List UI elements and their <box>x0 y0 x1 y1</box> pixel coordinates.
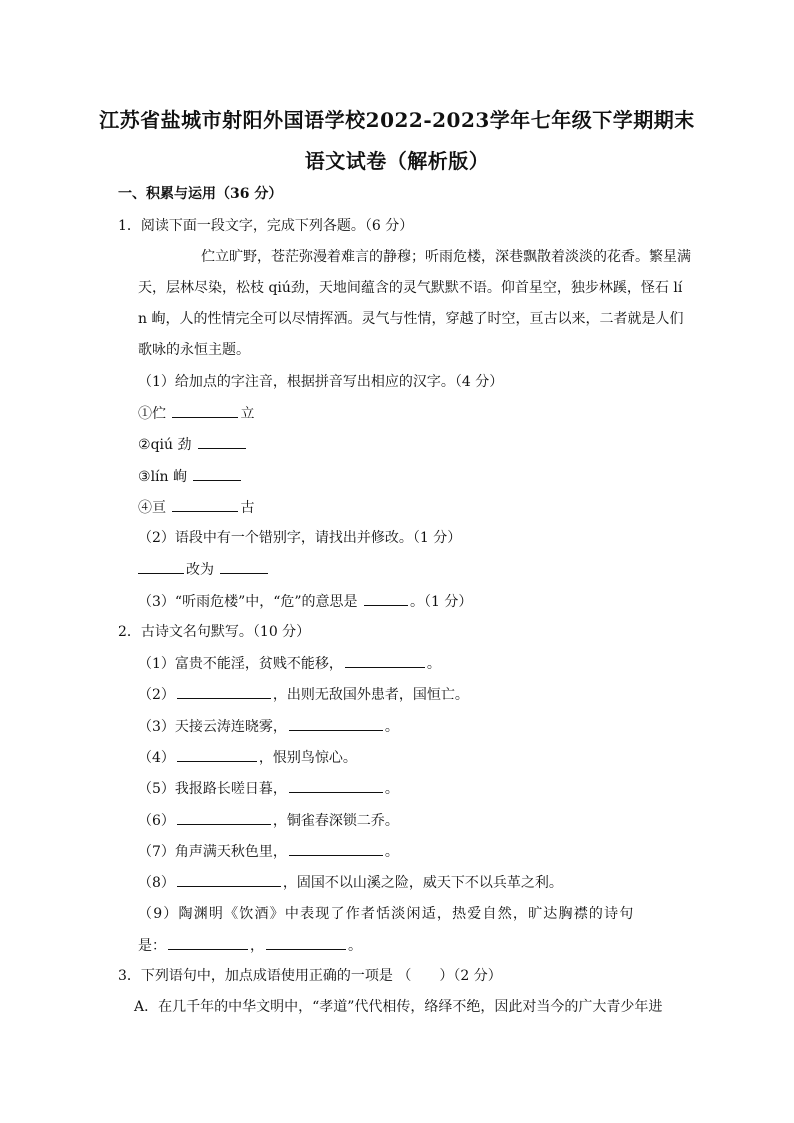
answer-blank[interactable] <box>289 778 383 793</box>
recite-line-6 <box>138 810 399 831</box>
answer-item-1 <box>138 403 254 424</box>
question-3-option-a: A．在几千年的中华文明中，“孝道”代代相传，络绎不绝，因此对当今的广大青少年进 <box>134 999 663 1015</box>
answer-blank[interactable] <box>177 747 257 762</box>
line-text: 。 <box>426 656 441 672</box>
recite-line-9: （9）陶渊明《饮酒》中表现了作者恬淡闲适，热爱自然，旷达胸襟的诗句 <box>138 906 635 922</box>
correction-line <box>138 559 270 580</box>
line-text: 。 <box>384 719 399 735</box>
answer-blank[interactable] <box>177 684 271 699</box>
answer-item-2 <box>138 434 248 455</box>
recite-line-5 <box>138 778 399 799</box>
recite-line-2 <box>138 684 469 705</box>
line-text: （3）天接云涛连晓雾， <box>138 719 287 735</box>
answer-blank[interactable] <box>177 872 281 887</box>
item-text: 立 <box>240 406 255 422</box>
line-text: （1）富贵不能淫，贫贱不能移， <box>138 656 343 672</box>
answer-blank[interactable] <box>220 559 268 574</box>
answer-blank[interactable] <box>289 841 383 856</box>
recite-line-4 <box>138 747 357 768</box>
recite-line-1 <box>138 653 441 674</box>
question-3-stem: 3．下列语句中，加点成语使用正确的一项是 （ ）（2 分） <box>118 968 502 984</box>
line-text: 。 <box>384 844 399 860</box>
passage-line-1: 伫立旷野，苍茫弥漫着难言的静穆；听雨危楼，深巷飘散着淡淡的花香。繁星满 <box>201 249 691 265</box>
answer-blank[interactable] <box>289 716 383 731</box>
item-text: lín 峋 <box>150 469 187 485</box>
line-text: （2） <box>138 687 175 703</box>
answer-blank[interactable] <box>345 653 425 668</box>
answer-item-4 <box>138 497 254 518</box>
recite-line-7 <box>138 841 399 862</box>
page-title-line2: 语文试卷（解析版） <box>304 149 490 173</box>
passage-line-3: n 峋，人的性情完全可以尽情挥洒。灵气与性情，穿越了时空，亘古以来，二者就是人们 <box>138 311 684 327</box>
sub-3-suffix: 。（1 分） <box>410 594 473 610</box>
line-text: （7）角声满天秋色里， <box>138 844 287 860</box>
answer-blank[interactable] <box>138 559 184 574</box>
answer-blank[interactable] <box>364 591 408 606</box>
answer-blank[interactable] <box>266 935 346 950</box>
answer-blank[interactable] <box>172 403 238 418</box>
recite-line-9-answer <box>138 935 362 956</box>
correction-label: 改为 <box>186 562 214 578</box>
line-text: ，铜雀春深锁二乔。 <box>272 813 399 829</box>
item-number: ④ <box>138 500 152 516</box>
question-2-stem: 2．古诗文名句默写。（10 分） <box>118 624 311 640</box>
line-text: ， <box>250 938 264 954</box>
item-number: ② <box>138 437 151 453</box>
answer-blank[interactable] <box>172 497 238 512</box>
answer-blank[interactable] <box>198 434 246 449</box>
line-text: （5）我报路长嗟日暮， <box>138 781 287 797</box>
question-1-sub-2: （2）语段中有一个错别字，请找出并修改。（1 分） <box>138 530 462 546</box>
line-text: 。 <box>384 781 399 797</box>
item-text: 亘 <box>152 500 166 516</box>
item-text: 古 <box>240 500 255 516</box>
item-number: ① <box>138 406 152 422</box>
answer-item-3 <box>138 466 243 487</box>
sub-3-text: （3）“听雨危楼”中，“危”的意思是 <box>138 594 358 610</box>
passage-line-4: 歌咏的永恒主题。 <box>138 342 250 358</box>
line-text: 。 <box>348 938 362 954</box>
answer-blank[interactable] <box>177 810 271 825</box>
section-heading: 一、积累与运用（36 分） <box>118 186 283 202</box>
question-1-stem: 1．阅读下面一段文字，完成下列各题。（6 分） <box>118 218 414 234</box>
line-text: （4） <box>138 750 175 766</box>
recite-line-3 <box>138 716 399 737</box>
line-text: ，恨别鸟惊心。 <box>258 750 357 766</box>
answer-blank[interactable] <box>193 466 241 481</box>
recite-line-8 <box>138 872 563 893</box>
item-text: qiú 劲 <box>150 437 192 453</box>
item-number: ③ <box>138 469 151 485</box>
line-text: ，固国不以山溪之险，威天下不以兵革之利。 <box>282 875 563 891</box>
passage-line-2: 天，层林尽染，松枝 qiú劲，天地间蕴含的灵气默默不语。仰首星空，独步林蹊，怪石 lí <box>138 280 683 296</box>
item-text: 伫 <box>152 406 166 422</box>
line-text: （8） <box>138 875 175 891</box>
line-text: ，出则无敌国外患者，国恒亡。 <box>272 687 469 703</box>
question-1-sub-3 <box>138 591 472 612</box>
answer-blank[interactable] <box>168 935 248 950</box>
question-1-sub-1: （1）给加点的字注音，根据拼音写出相应的汉字。（4 分） <box>138 374 504 390</box>
line-text: 是： <box>138 938 166 954</box>
page-title-line1: 江苏省盐城市射阳外国语学校2022-2023学年七年级下学期期末 <box>99 108 695 132</box>
line-text: （6） <box>138 813 175 829</box>
